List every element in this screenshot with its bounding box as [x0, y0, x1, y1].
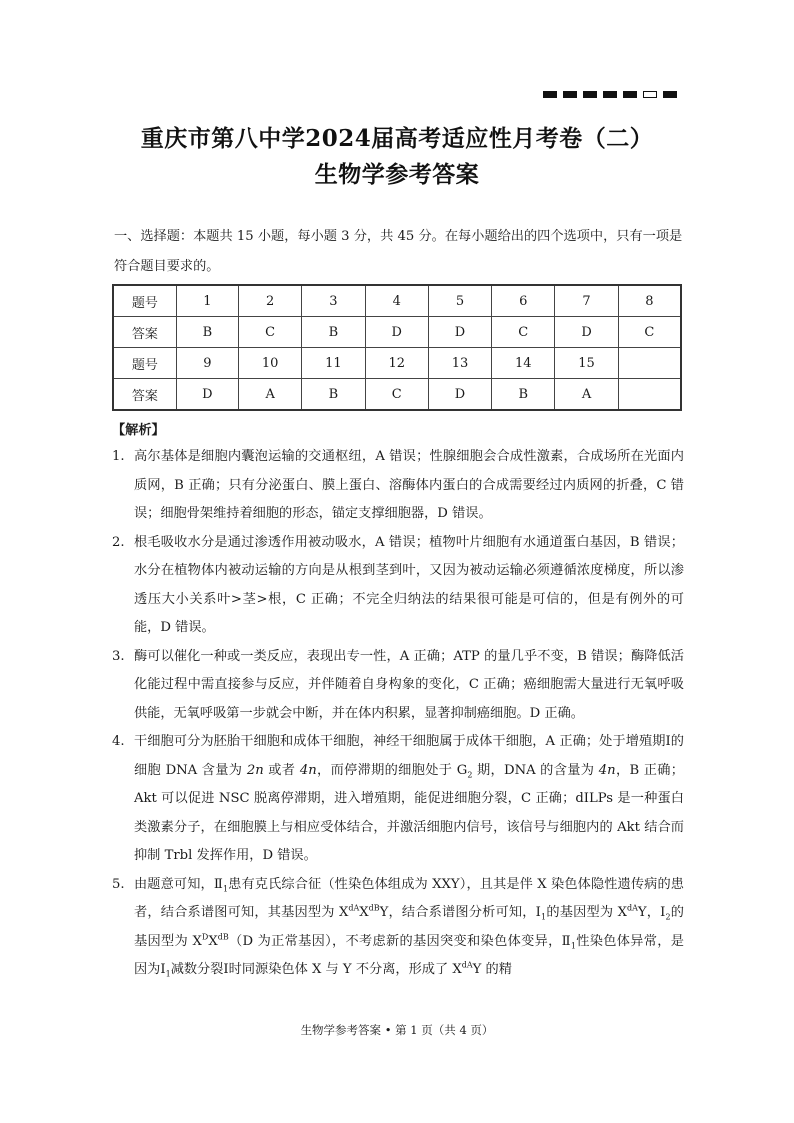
item-number: 4.: [112, 734, 125, 749]
answer-table: [112, 284, 682, 411]
analysis-list: [112, 443, 684, 985]
item-text: 根毛吸收水分是通过渗透作用被动吸水，A 错误；植物叶片细胞有水通道蛋白基因，B 错误；水分在植物体内被动运输的方向是从根到茎到叶，又因为被动运输必须遵循浓度梯度，所以渗透压大小关系叶>茎>根，C 正确；不完全归纳法的结果很可能是可信的，但是有例外的可能，D 错误。: [134, 534, 684, 635]
table-cell: B: [176, 317, 238, 348]
analysis-item: [112, 529, 684, 643]
item-text: 由题意可知，$Ⅱ_1$患有克氏综合征（性染色体组成为 XXY），且其是伴 X 染色体隐性遗传病的患者，结合系谱图可知，其基因型为 $X^{dA}X^{dB}Y$，结合系谱图分析可知，$Ⅰ_1$的基因型为 $X^{dA}Y$，$Ⅰ_2$的基因型为 $X^DX^{dB}(D$ 为正常基因），不考虑新的基因突变和染色体变异，$Ⅱ_1$性染色体异常，是因为$Ⅰ_1$减数分裂Ⅰ时同源染色体 X 与 Y 不分离，形成了 $X^{dA}Y$ 的精: [134, 876, 684, 979]
header-mark: [543, 91, 557, 98]
analysis-item: [112, 643, 684, 729]
row-header-cell: 题号: [113, 285, 176, 317]
table-cell: C: [492, 317, 555, 348]
analysis-label: 【解析】: [112, 423, 165, 438]
table-cell: D: [176, 379, 238, 411]
table-cell: D: [428, 317, 491, 348]
row-header-cell: 答案: [113, 317, 176, 348]
row-header-cell: 题号: [113, 348, 176, 379]
table-cell: D: [555, 317, 618, 348]
table-cell: 8: [618, 285, 681, 317]
table-row: [113, 317, 681, 348]
table-cell: D: [428, 379, 491, 411]
table-cell: 6: [492, 285, 555, 317]
table-cell: C: [239, 317, 302, 348]
item-text: 高尔基体是细胞内囊泡运输的交通枢纽，A 错误；性腺细胞会合成性激素，合成场所在光面内质网，B 正确；只有分泌蛋白、膜上蛋白、溶酶体内蛋白的合成需要经过内质网的折叠，C 错误；细胞骨架维持着细胞的形态，锚定支撑细胞器，D 错误。: [134, 449, 684, 521]
table-cell: B: [302, 379, 365, 411]
table-cell: A: [555, 379, 618, 411]
table-cell: 13: [428, 348, 491, 379]
table-cell: 10: [239, 348, 302, 379]
table-cell: [618, 348, 681, 379]
table-cell: 11: [302, 348, 365, 379]
item-text: 干细胞可分为胚胎干细胞和成体干细胞，神经干细胞属于成体干细胞，A 正确；处于增殖期Ⅰ的细胞 DNA 含量为 2n 或者 4n，而停滞期的细胞处于 $G_2$ 期，DNA 的含量为 4n，B 正确；Akt 可以促进 NSC 脱离停滞期，进入增殖期，能促进细胞分裂，C 正确；dILPs 是一种蛋白类激素分子，在细胞膜上与相应受体结合，并激活细胞内信号，该信号与细胞内的 Akt 结合而抑制 Trbl 发挥作用，D 错误。: [134, 734, 684, 863]
table-cell: 1: [176, 285, 238, 317]
table-cell: B: [302, 317, 365, 348]
header-mark: [623, 91, 637, 98]
table-cell: 15: [555, 348, 618, 379]
section-intro: 一、选择题：本题共 15 小题，每小题 3 分，共 45 分。在每小题给出的四个选项中，只有一项是符合题目要求的。: [114, 229, 683, 274]
table-cell: A: [239, 379, 302, 411]
item-number: 1.: [112, 449, 125, 464]
table-cell: 3: [302, 285, 365, 317]
table-cell: 7: [555, 285, 618, 317]
table-cell: C: [618, 317, 681, 348]
table-cell: B: [492, 379, 555, 411]
analysis-item: [112, 728, 684, 871]
table-cell: 5: [428, 285, 491, 317]
item-number: 5.: [112, 876, 125, 892]
header-mark: [583, 91, 597, 98]
item-number: 2.: [112, 534, 125, 550]
header-marks: [543, 91, 677, 98]
header-mark: [563, 91, 577, 98]
page-footer: 生物学参考答案 • 第 1 页（共 4 页）: [300, 1023, 494, 1037]
item-number: 3.: [112, 648, 125, 664]
table-cell: 12: [365, 348, 428, 379]
table-cell: C: [365, 379, 428, 411]
table-cell: 14: [492, 348, 555, 379]
analysis-item: [112, 443, 684, 529]
table-cell: D: [365, 317, 428, 348]
table-row: [113, 379, 681, 411]
table-row: [113, 348, 681, 379]
table-cell: 9: [176, 348, 238, 379]
table-row: [113, 285, 681, 317]
table-cell: 4: [365, 285, 428, 317]
item-text: 酶可以催化一种或一类反应，表现出专一性，A 正确；ATP 的量几乎不变，B 错误；酶降低活化能过程中需直接参与反应，并伴随着自身构象的变化，C 正确；癌细胞需大量进行无氧呼吸供能，无氧呼吸第一步就会中断，并在体内积累，显著抑制癌细胞。D 正确。: [134, 648, 684, 721]
header-mark: [663, 91, 677, 98]
row-header-cell: 答案: [113, 379, 176, 411]
document-subtitle: 生物学参考答案: [314, 161, 480, 188]
header-mark: [603, 91, 617, 98]
document-title: 重庆市第八中学2024届高考适应性月考卷（二）: [140, 125, 654, 152]
header-mark-hollow: [643, 91, 657, 98]
analysis-item: [112, 871, 684, 985]
table-cell: [618, 379, 681, 411]
table-cell: 2: [239, 285, 302, 317]
